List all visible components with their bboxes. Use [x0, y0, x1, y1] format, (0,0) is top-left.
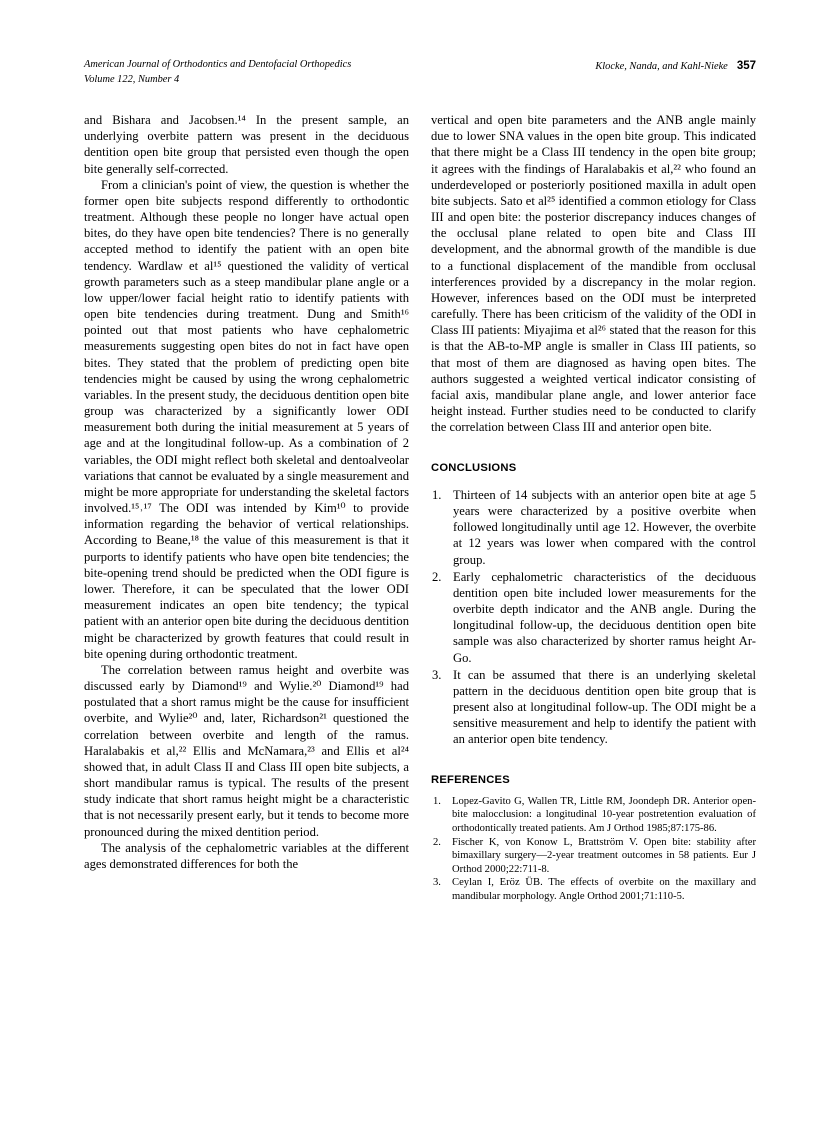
list-item: Thirteen of 14 subjects with an anterior open bite at age 5 years were characterized by a positive overbite when followed longitudinally until age 12. However, the overbite at 12 years was lower when compared with the control group. [453, 487, 756, 567]
left-column [84, 112, 409, 1057]
conclusions-list [431, 487, 756, 748]
running-head-authors-block [595, 58, 756, 75]
right-column [431, 112, 756, 1057]
journal-title: American Journal of Orthodontics and Dentofacial Orthopedics [84, 59, 352, 70]
running-head [84, 58, 756, 88]
spacer [431, 787, 756, 795]
spacer [431, 476, 756, 487]
paragraph: From a clinician's point of view, the question is whether the former open bite subjects respond differently to orthodontic treatment. Although these people no longer have actual open bites, do they have open bite tendencies? There is no generally accepted method to identify the patient with an open bite tendency. Wardlaw et al¹⁵ questioned the validity of vertical growth parameters such as a steep mandibular plane angle or a low upper/lower facial height ratio to identify patients with open bite tendencies during treatment. Dung and Smith¹⁶ pointed out that most patients who have cephalometric measurements suggesting open bites do not in fact have open bites. They stated that the problem of predicting open bite tendencies might be caused by using the wrong cephalometric variables. In the present study, the deciduous dentition open bite group was characterized by a significantly lower ODI measurement both during the initial measurement at 5 years of age and at the longitudinal follow-up. As a combination of 2 variables, the ODI might reflect both skeletal and dentoalveolar variations that cannot be evaluated by a single measurement and might be more appropriate for understanding the skeletal factors involved.¹⁵˒¹⁷ The ODI was intended by Kim¹⁰ to provide information regarding the behavior of vertical relationships. According to Beane,¹⁸ the value of this measurement is that it purports to identify patients who have open bite tendencies; the bite-opening trend should be predicted when the ODI figure is lower. Therefore, it can be speculated that the lower ODI measurement indicates an open bite tendency; the typical patient with an anterior open bite during the deciduous dentition might be characterized by growth features that could result in bite opening during orthodontic treatment. [84, 177, 409, 661]
page-number: 357 [736, 60, 756, 72]
paragraph: The correlation between ramus height and overbite was discussed early by Diamond¹⁹ and Wylie.²⁰ Diamond¹⁹ had postulated that a short ramus might be the cause for insufficient overbite, and Wylie²⁰ and, later, Richardson²¹ questioned the correlation between overbite and length of the ramus. Haralabakis et al,²² Ellis and McNamara,²³ and Ellis et al²⁴ showed that, in adult Class II and Class III open bite subjects, a short mandibular ramus is typical. The results of the present study indicate that short ramus height might be a characteristic that is not necessarily present early, but it tends to become more pronounced during the mixed dentition period. [84, 662, 409, 839]
list-item: It can be assumed that there is an underlying skeletal pattern in the deciduous dentition open bite group that is present also at longitudinal follow-up. The ODI might be a sensitive measurement and help to identify the patient with an anterior open bite tendency. [453, 667, 756, 747]
journal-volume: Volume 122, Number 4 [84, 73, 180, 85]
spacer [431, 435, 756, 462]
running-head-authors: Klocke, Nanda, and Kahl-Nieke [595, 61, 728, 72]
list-item: Lopez-Gavito G, Wallen TR, Little RM, Joondeph DR. Anterior open-bite malocclusion: a longitudinal 10-year postretention evaluation of orthodontically treated patients. Am J Orthod 1985;87:175-86. [452, 796, 756, 834]
paragraph: and Bishara and Jacobsen.¹⁴ In the present sample, an underlying overbite pattern was present in the deciduous dentition open bite group that persisted even though the open bite generally self-corrected. [84, 113, 409, 176]
list-item: Early cephalometric characteristics of the deciduous dentition open bite included lower measurements for the overbite depth indicator and the ANB angle. During the longitudinal follow-up, the deciduous dentition open bite sample was also characterized by shorter ramus height Ar-Go. [453, 569, 756, 665]
running-head-journal [84, 58, 351, 88]
references-list [431, 795, 756, 903]
references-heading: REFERENCES [431, 773, 510, 786]
two-column-body [84, 112, 756, 1057]
paragraph: The analysis of the cephalometric variables at the different ages demonstrated differences for both the [84, 840, 409, 871]
list-item: Fischer K, von Konow L, Brattström V. Open bite: stability after bimaxillary surgery—2-year treatment outcomes in 58 patients. Eur J Orthod 2000;22:711-8. [452, 836, 756, 875]
conclusions-heading: CONCLUSIONS [431, 462, 517, 475]
list-item: Ceylan I, Eröz ÜB. The effects of overbite on the maxillary and mandibular morphology. Angle Orthod 2001;71:110-5. [452, 877, 756, 902]
spacer [431, 749, 756, 774]
paragraph-continued: vertical and open bite parameters and the ANB angle mainly due to lower SNA values in the open bite group. This indicated that there might be a Class III tendency in the open bite group; it agrees with the findings of Haralabakis et al,²² who found an underdeveloped or posteriorly positioned maxilla in adult open bite subjects. Sato et al²⁵ identified a common etiology for Class III and open bite: the posterior discrepancy induces changes of the occlusal plane related to open bite and Class III development, and the abnormal growth of the mandible is due to a functional displacement of the mandible from occlusal interferences provided by a discrepancy in the molar region. However, inferences based on the ODI must be interpreted carefully. There has been criticism of the validity of the ODI in Class III patients: Miyajima et al²⁶ stated that the reason for this is that the AB-to-MP angle is smaller in Class III patients, so that most of them are diagnosed as having open bites. The authors suggested a weighted vertical indicator consisting of facial axis, mandibular plane angle, and lower anterior face height instead. Further studies need to be conducted to clarify the correlation between Class III and anterior open bite. [431, 113, 756, 435]
